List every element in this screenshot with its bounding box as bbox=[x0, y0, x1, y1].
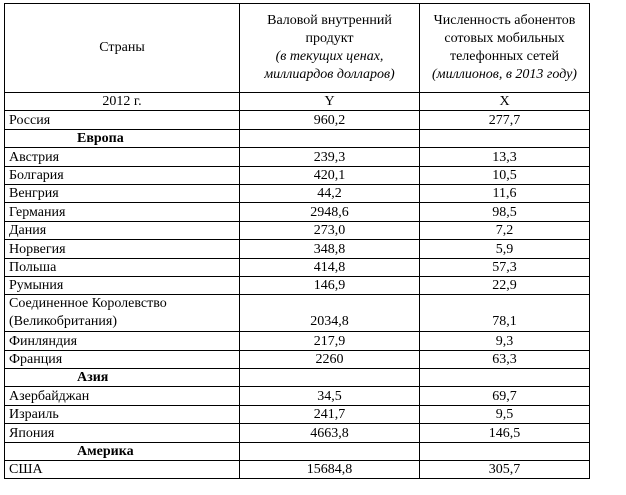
subheader-year: 2012 г. bbox=[5, 93, 240, 111]
table-row bbox=[5, 424, 590, 442]
gdp-cell: 2034,8 bbox=[240, 295, 420, 332]
country-cell: США bbox=[5, 461, 240, 479]
country-cell: Япония bbox=[5, 424, 240, 442]
gdp-cell: 4663,8 bbox=[240, 424, 420, 442]
empty-cell bbox=[240, 129, 420, 147]
subscribers-cell: 69,7 bbox=[420, 387, 590, 405]
subscribers-cell: 9,5 bbox=[420, 405, 590, 423]
header-subscribers-line1: Численность абонентов bbox=[433, 13, 576, 28]
section-label: Азия bbox=[5, 369, 240, 387]
gdp-cell: 960,2 bbox=[240, 111, 420, 129]
country-cell: Болгария bbox=[5, 166, 240, 184]
subscribers-cell: 78,1 bbox=[420, 295, 590, 332]
table-row bbox=[5, 258, 590, 276]
gdp-cell: 146,9 bbox=[240, 276, 420, 294]
subscribers-cell: 63,3 bbox=[420, 350, 590, 368]
gdp-cell: 217,9 bbox=[240, 332, 420, 350]
empty-cell bbox=[420, 369, 590, 387]
table-row bbox=[5, 387, 590, 405]
section-row bbox=[5, 442, 590, 460]
subscribers-cell: 277,7 bbox=[420, 111, 590, 129]
gdp-cell: 420,1 bbox=[240, 166, 420, 184]
country-cell: Венгрия bbox=[5, 184, 240, 202]
gdp-cell: 241,7 bbox=[240, 405, 420, 423]
table-row bbox=[5, 111, 590, 129]
header-gdp-line1: Валовой внутренний bbox=[267, 13, 392, 28]
subscribers-cell: 7,2 bbox=[420, 221, 590, 239]
header-gdp-line4: миллиардов долларов) bbox=[264, 67, 395, 82]
gdp-cell: 2948,6 bbox=[240, 203, 420, 221]
country-cell: Франция bbox=[5, 350, 240, 368]
header-subscribers-line2: сотовых мобильных bbox=[444, 31, 565, 46]
subscribers-cell: 13,3 bbox=[420, 148, 590, 166]
table-row bbox=[5, 350, 590, 368]
gdp-cell: 414,8 bbox=[240, 258, 420, 276]
header-gdp-line3: (в текущих ценах, bbox=[275, 49, 384, 64]
section-row bbox=[5, 369, 590, 387]
section-row bbox=[5, 129, 590, 147]
subheader-x: X bbox=[420, 93, 590, 111]
gdp-cell: 34,5 bbox=[240, 387, 420, 405]
subscribers-cell: 22,9 bbox=[420, 276, 590, 294]
country-cell: Соединенное Королевство (Великобритания) bbox=[5, 295, 240, 332]
subscribers-cell: 57,3 bbox=[420, 258, 590, 276]
subscribers-cell: 146,5 bbox=[420, 424, 590, 442]
header-row bbox=[5, 4, 590, 93]
table-row bbox=[5, 405, 590, 423]
header-subscribers-line3: телефонных сетей bbox=[449, 49, 560, 64]
empty-cell bbox=[420, 442, 590, 460]
country-cell: Германия bbox=[5, 203, 240, 221]
table-row bbox=[5, 276, 590, 294]
table-row bbox=[5, 461, 590, 479]
header-countries: Страны bbox=[5, 4, 240, 93]
section-label: Европа bbox=[5, 129, 240, 147]
subscribers-cell: 5,9 bbox=[420, 240, 590, 258]
table-row bbox=[5, 148, 590, 166]
subscribers-cell: 10,5 bbox=[420, 166, 590, 184]
empty-cell bbox=[240, 369, 420, 387]
header-subscribers bbox=[420, 4, 590, 93]
data-table bbox=[4, 3, 590, 479]
subscribers-cell: 305,7 bbox=[420, 461, 590, 479]
subscribers-cell: 11,6 bbox=[420, 184, 590, 202]
empty-cell bbox=[240, 442, 420, 460]
country-cell: Азербайджан bbox=[5, 387, 240, 405]
header-subscribers-line4: (миллионов, в 2013 году) bbox=[432, 67, 577, 82]
country-cell: Румыния bbox=[5, 276, 240, 294]
table-row bbox=[5, 166, 590, 184]
empty-cell bbox=[420, 129, 590, 147]
table-row bbox=[5, 184, 590, 202]
country-cell: Австрия bbox=[5, 148, 240, 166]
header-gdp-line2: продукт bbox=[305, 31, 354, 46]
country-cell: Польша bbox=[5, 258, 240, 276]
subscribers-cell: 98,5 bbox=[420, 203, 590, 221]
country-cell: Россия bbox=[5, 111, 240, 129]
table-body bbox=[5, 4, 590, 479]
subheader-y: Y bbox=[240, 93, 420, 111]
country-cell: Израиль bbox=[5, 405, 240, 423]
country-cell: Норвегия bbox=[5, 240, 240, 258]
table-row bbox=[5, 332, 590, 350]
table-row bbox=[5, 203, 590, 221]
gdp-cell: 44,2 bbox=[240, 184, 420, 202]
header-gdp bbox=[240, 4, 420, 93]
gdp-cell: 2260 bbox=[240, 350, 420, 368]
gdp-cell: 273,0 bbox=[240, 221, 420, 239]
gdp-cell: 239,3 bbox=[240, 148, 420, 166]
table-row bbox=[5, 240, 590, 258]
subscribers-cell: 9,3 bbox=[420, 332, 590, 350]
subheader-row bbox=[5, 93, 590, 111]
country-cell: Дания bbox=[5, 221, 240, 239]
gdp-cell: 15684,8 bbox=[240, 461, 420, 479]
table-row bbox=[5, 221, 590, 239]
section-label: Америка bbox=[5, 442, 240, 460]
gdp-cell: 348,8 bbox=[240, 240, 420, 258]
country-cell: Финляндия bbox=[5, 332, 240, 350]
table-row bbox=[5, 295, 590, 332]
